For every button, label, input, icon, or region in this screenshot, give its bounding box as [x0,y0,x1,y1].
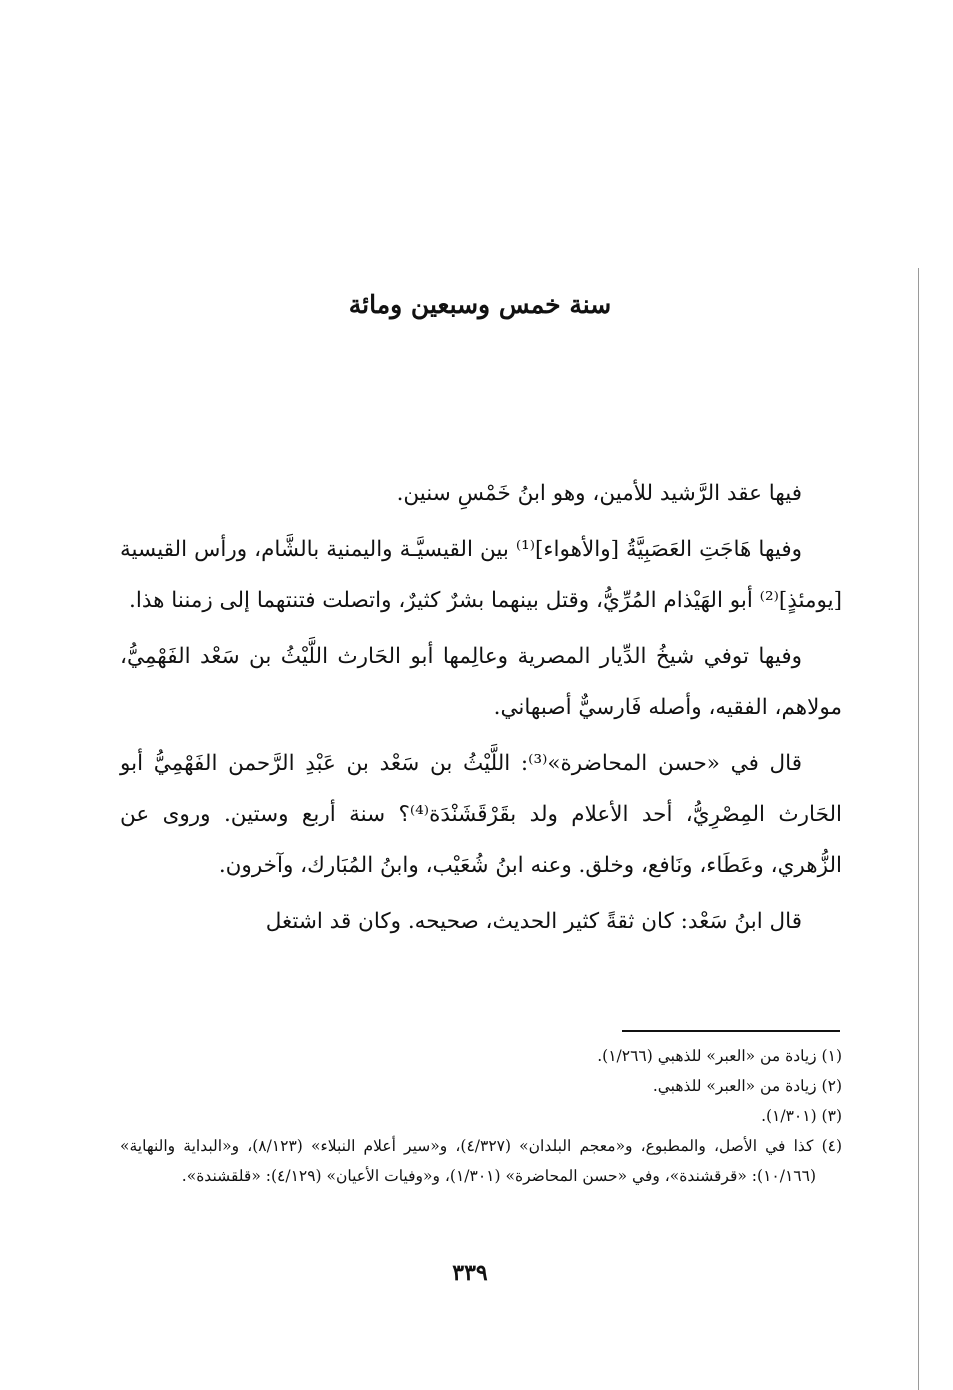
footnote-1: (١) زيادة من «العبر» للذهبي (١/٢٦٦). [597,1047,842,1065]
paragraph-5: قال ابنُ سَعْد: كان ثقةً كثير الحديث، صحيحه. وكان قد اشتغل [265,909,802,934]
footnote-3: (٣) (١/٣٠١). [761,1107,842,1125]
page-number: ٣٣٩ [452,1260,488,1286]
paragraph-3: وفيها توفي شيخُ الدِّيار المصرية وعالِمها أبو الحَارث اللَّيْثُ بن سَعْد الفَهْمِيُّ، مولاهم، الفقيه، وأصله فَارسيٌّ أصبهاني. [120,644,842,720]
footnotes [120,1041,842,1191]
footnote-separator [622,1030,840,1032]
main-text [120,468,842,952]
chapter-title: سنة خمس وسبعين ومائة [348,290,612,319]
paragraph-2: وفيها هَاجَتِ العَصَبِيَّةُ [والأهواء]⁽¹⁾ بين القيسيَّـة واليمنية بالشَّام، ورأس القيسية [يومئذٍ]⁽²⁾ أبو الهَيْذام المُرِّيُّ، وقتل بينهما بشرٌ كثيرٌ، واتصلت فتنتهما إلى زمننا هذا. [120,537,842,613]
paragraph-4: قال في «حسن المحاضرة»⁽³⁾: اللَّيْثُ بن سَعْد بن عَبْدِ الرَّحمن الفَهْمِيُّ أبو الحَارث المِصْرِيُّ، أحد الأعلام ولد بقَرْقَشَنْدَة⁽⁴⁾؟ سنة أربع وستين. وروى عن الزُّهري، وعَطَاء، ونَافع، وخلق. وعنه ابنُ شُعَيْب، وابنُ المُبَارك، وآخرون. [120,751,842,878]
footnote-2: (٢) زيادة من «العبر» للذهبي. [652,1077,842,1095]
page-edge-line [918,268,919,1390]
paragraph-1: فيها عقد الرَّشيد للأمين، وهو ابنُ خَمْسِ سنين. [396,481,802,506]
footnote-4: (٤) كذا في الأصل، والمطبوع، و«معجم البلدان» (٤/٣٢٧)، و«سير أعلام النبلاء» (٨/١٢٣)، و«البداية والنهاية» (١٠/١٦٦): «قرقشندة»، وفي «حسن المحاضرة» (١/٣٠١)، و«وفيات الأعيان» (٤/١٢٩): «قلقشندة». [120,1137,843,1185]
